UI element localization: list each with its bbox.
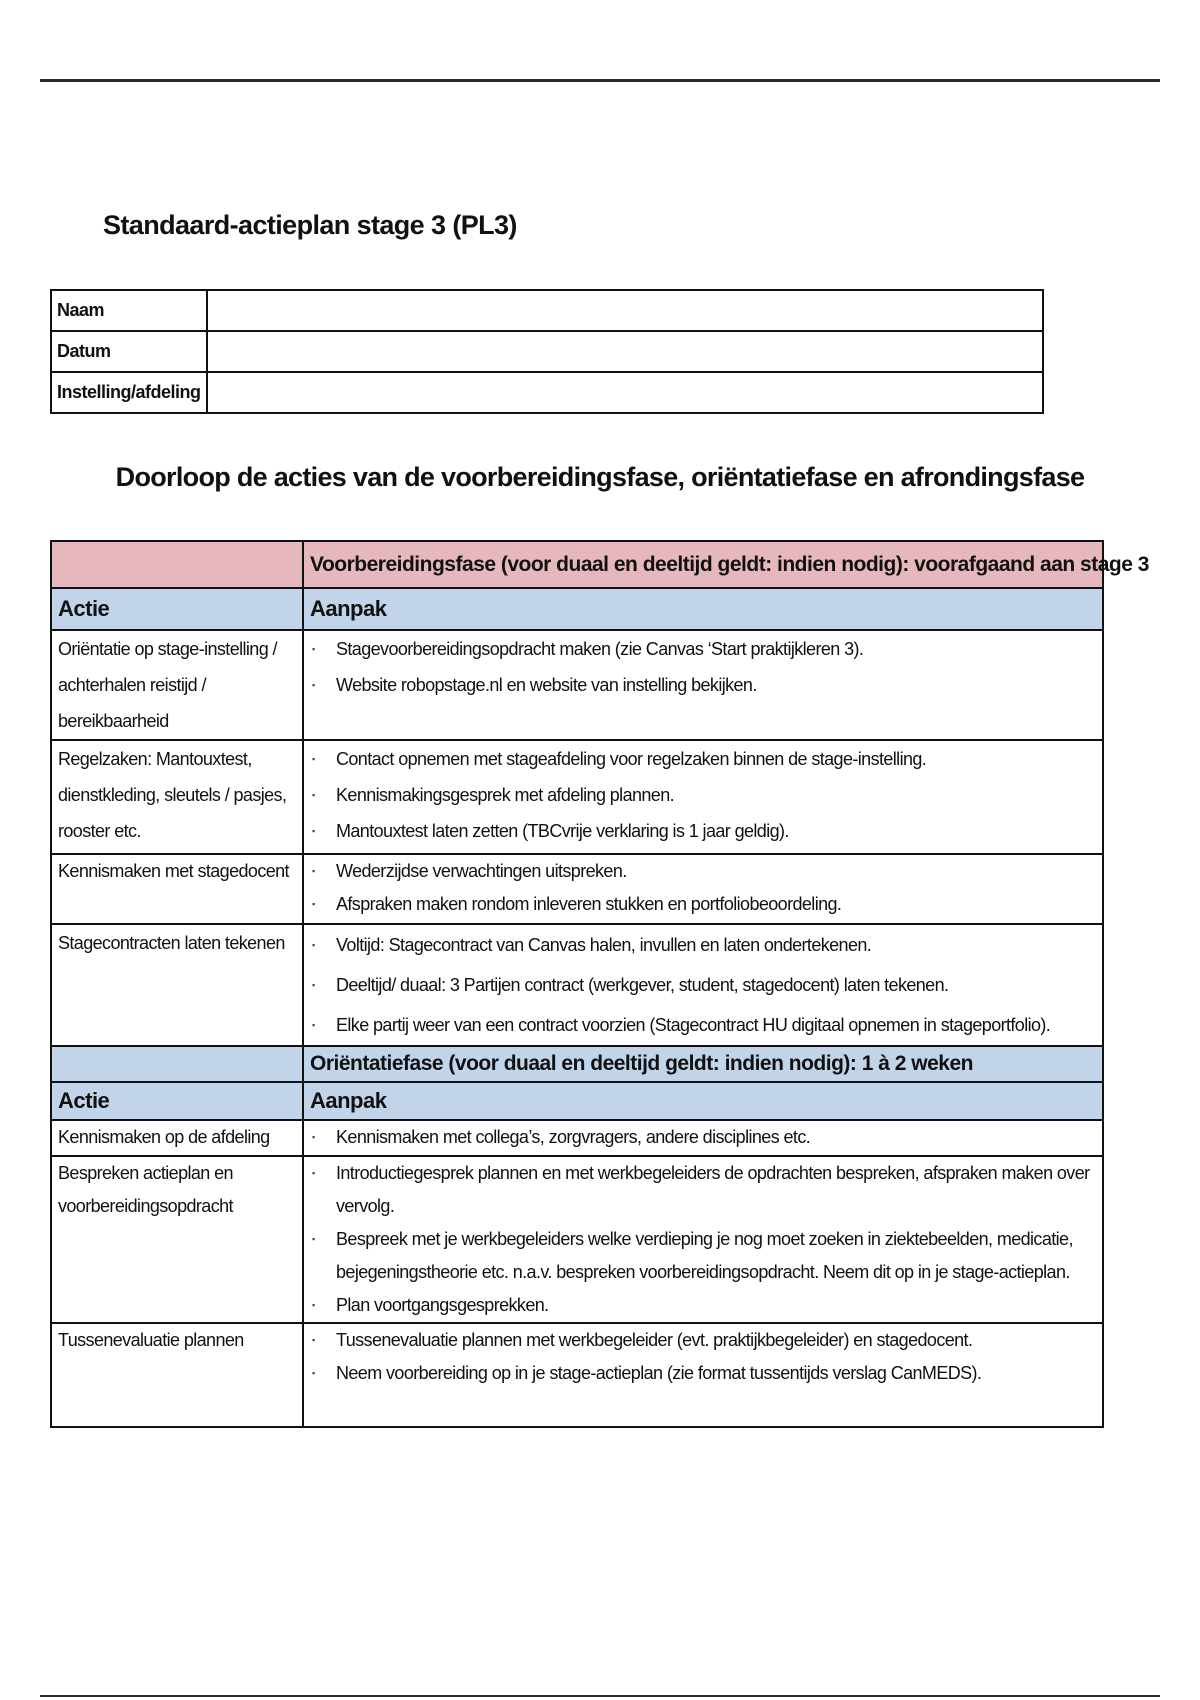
list-item: ▪ Elke partij weer van een contract voorzien (Stagecontract HU digitaal opnemen in stageportfolio).: [310, 1005, 1096, 1045]
column-header-action: Actie: [58, 1088, 110, 1113]
phase-header-preparation: [51, 541, 1103, 588]
table-row: [51, 854, 1103, 924]
phase-header-orientation: [51, 1046, 1103, 1082]
bottom-rule: [40, 1695, 1160, 1697]
list-item: ▪ Neem voorbereiding op in je stage-actieplan (zie format tussentijds verslag CanMEDS).: [310, 1357, 1096, 1390]
date-field[interactable]: [207, 331, 1043, 372]
top-rule: [40, 79, 1160, 82]
info-row-date: [51, 331, 1043, 372]
list-item: ▪ Bespreek met je werkbegeleiders welke verdieping je nog moet zoeken in ziektebeelden, medicatie, bejegeningstheorie etc. n.a.v. bespreken voorbereidingsopdracht. Neem dit op in je stage-actieplan.: [310, 1223, 1096, 1289]
phase-title: Oriëntatiefase (voor duaal en deeltijd geldt: indien nodig): 1 à 2 weken: [310, 1052, 973, 1075]
info-label: Datum: [51, 331, 207, 372]
action-cell: Oriëntatie op stage-instelling / achterhalen reistijd / bereikbaarheid: [58, 639, 277, 731]
table-row: [51, 630, 1103, 740]
step-list: [304, 1157, 1102, 1322]
column-header-approach: Aanpak: [310, 1088, 387, 1113]
list-item: ▪ Tussenevaluatie plannen met werkbegeleider (evt. praktijkbegeleider) en stagedocent.: [310, 1324, 1096, 1357]
list-item: ▪ Contact opnemen met stageafdeling voor regelzaken binnen de stage-instelling.: [310, 741, 1096, 777]
step-list: [304, 925, 1102, 1045]
info-label: Instelling/afdeling: [51, 372, 207, 413]
action-cell: Tussenevaluatie plannen: [58, 1330, 244, 1350]
table-row: [51, 740, 1103, 854]
list-item: ▪ Kennismaken met collega’s, zorgvragers, andere disciplines etc.: [310, 1121, 1096, 1154]
list-item: ▪ Stagevoorbereidingsopdracht maken (zie Canvas ‘Start praktijkleren 3).: [310, 631, 1096, 667]
column-header-row: [51, 588, 1103, 630]
step-list: [304, 1324, 1102, 1390]
info-table: [50, 289, 1044, 414]
action-plan-table: [50, 540, 1149, 1428]
institution-field[interactable]: [207, 372, 1043, 413]
list-item: ▪ Website robopstage.nl en website van instelling bekijken.: [310, 667, 1096, 703]
info-row-name: [51, 290, 1043, 331]
list-item: ▪ Deeltijd/ duaal: 3 Partijen contract (werkgever, student, stagedocent) laten tekenen.: [310, 965, 1096, 1005]
step-list: [304, 631, 1102, 703]
table-row: [51, 924, 1103, 1046]
action-cell: Kennismaken op de afdeling: [58, 1127, 270, 1147]
list-item: ▪ Voltijd: Stagecontract van Canvas halen, invullen en laten ondertekenen.: [310, 925, 1096, 965]
list-item: ▪ Kennismakingsgesprek met afdeling plannen.: [310, 777, 1096, 813]
action-cell: Bespreken actieplan en voorbereidingsopdracht: [58, 1163, 233, 1216]
list-item: ▪ Plan voortgangsgesprekken.: [310, 1289, 1096, 1322]
table-row: [51, 1323, 1103, 1427]
step-list: [304, 855, 1102, 921]
document-title: Standaard-actieplan stage 3 (PL3): [103, 210, 517, 240]
action-cell: Stagecontracten laten tekenen: [58, 933, 285, 953]
info-label: Naam: [51, 290, 207, 331]
list-item: ▪ Afspraken maken rondom inleveren stukken en portfoliobeoordeling.: [310, 888, 1096, 921]
phase-title: Voorbereidingsfase (voor duaal en deeltijd geldt: indien nodig): voorafgaand aan stage 3: [310, 552, 1149, 576]
list-item: ▪ Wederzijdse verwachtingen uitspreken.: [310, 855, 1096, 888]
info-row-institution: [51, 372, 1043, 413]
table-row: [51, 1156, 1103, 1323]
column-header-approach: Aanpak: [310, 596, 387, 621]
column-header-action: Actie: [58, 596, 110, 621]
name-field[interactable]: [207, 290, 1043, 331]
step-list: [304, 741, 1102, 849]
list-item: ▪ Mantouxtest laten zetten (TBCvrije verklaring is 1 jaar geldig).: [310, 813, 1096, 849]
step-list: [304, 1121, 1102, 1154]
action-cell: Regelzaken: Mantouxtest, dienstkleding, sleutels / pasjes, rooster etc.: [58, 749, 287, 841]
list-item: ▪ Introductiegesprek plannen en met werkbegeleiders de opdrachten bespreken, afspraken maken over vervolg.: [310, 1157, 1096, 1223]
table-row: [51, 1120, 1103, 1156]
section-subtitle: Doorloop de acties van de voorbereidingsfase, oriëntatiefase en afrondingsfase: [115, 462, 1085, 492]
column-header-row: [51, 1082, 1103, 1120]
action-cell: Kennismaken met stagedocent: [58, 861, 289, 881]
